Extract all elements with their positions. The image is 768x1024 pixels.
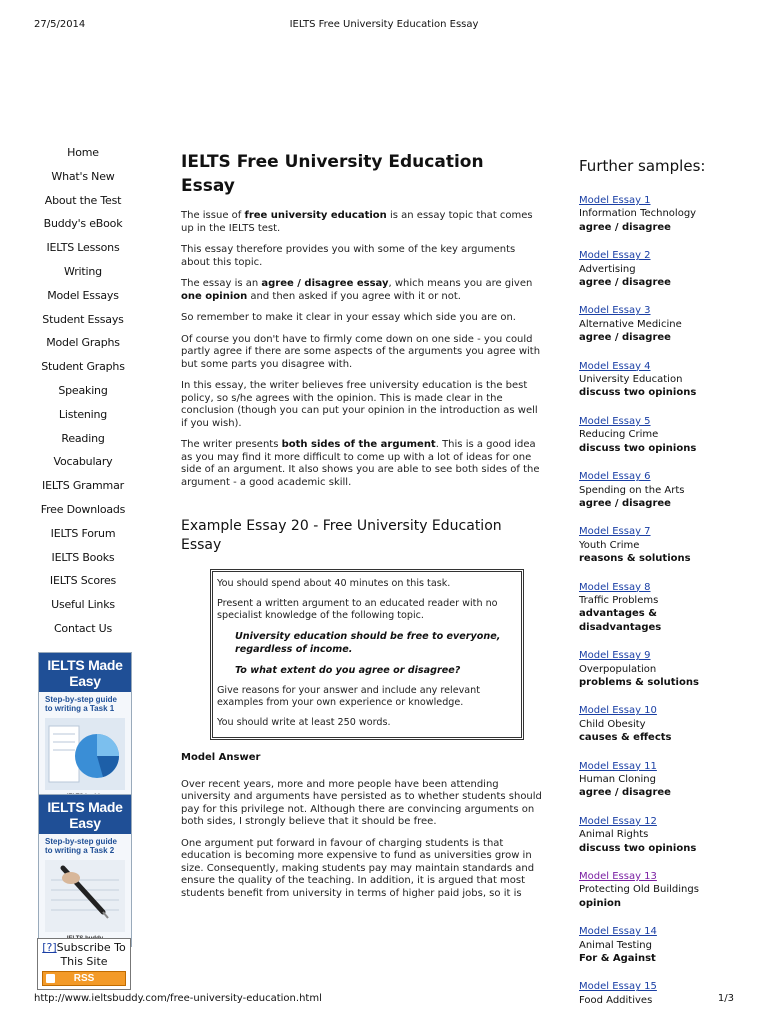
further-samples-sidebar [579,155,739,1022]
nav-item-ielts-forum[interactable]: IELTS Forum [50,526,116,540]
ebook-subtitle: Step-by-step guide to writing a Task 2 [45,837,118,855]
sample-type: opinion [579,897,621,909]
sample-type: agree / disagree [579,277,671,289]
intro-paragraph-4: So remember to make it clear in your essay which side you are on. [181,312,516,323]
sample-link[interactable]: Model Essay 9 [579,650,651,662]
sample-topic: Reducing Crime [579,429,659,441]
nav-item-contact-us[interactable]: Contact Us [53,621,113,635]
print-footer [0,993,768,1013]
sample-topic: University Education [579,374,683,386]
nav-item-speaking[interactable]: Speaking [58,383,108,397]
sample-entry [579,304,739,344]
sample-link[interactable]: Model Essay 11 [579,760,657,772]
sample-link[interactable]: Model Essay 7 [579,526,651,538]
task-intro: Present a written argument to an educated reader with no specialist knowledge of the following topic. [217,598,498,621]
sample-link[interactable]: Model Essay 14 [579,926,657,938]
sample-topic: Child Obesity [579,718,646,730]
left-nav [33,141,133,641]
nav-item-student-essays[interactable]: Student Essays [42,312,124,326]
sample-entry [579,704,739,744]
sample-topic: Human Cloning [579,774,656,785]
sample-entry [579,760,739,800]
intro-paragraph-1: The issue of free university education is an essay topic that comes up in the IELTS test. [181,210,533,234]
nav-item-buddys-ebook[interactable]: Buddy's eBook [43,217,123,231]
nav-item-model-graphs[interactable]: Model Graphs [46,336,120,350]
further-samples-heading: Further samples: [579,157,706,175]
sample-type: reasons & solutions [579,553,691,565]
task-question: To what extent do you agree or disagree? [235,665,461,676]
sample-link[interactable]: Model Essay 12 [579,815,657,827]
intro-paragraph-6: In this essay, the writer believes free university education is the best policy, so s/he agrees with the opinion. This is made clear in the conclusion (though you can put your opinion in the introduction as well if you wish). [181,380,538,429]
sample-topic: Overpopulation [579,663,657,675]
answer-paragraph-2: One argument put forward in favour of charging students is that education is becoming more expensive to fund as universities grow in size. Consequently, making students pay may maintain standards and ensure the quality of the teaching. In addition, it is argued that most students benefit from university in terms of higher paid jobs, so it is [181,837,535,899]
main-content [181,150,543,909]
intro-paragraph-7: The writer presents both sides of the argument. This is a good idea as you may find it more difficult to come up with a lot of ideas for one side of an argument. It also shows you are able to see both sides of the argument - a good academic skill. [181,439,540,488]
sample-link[interactable]: Model Essay 13 [579,871,657,883]
sample-type: advantages & disadvantages [579,608,662,633]
nav-item-ielts-grammar[interactable]: IELTS Grammar [42,479,124,493]
ebook-chart-illustration [45,718,125,790]
nav-item-ielts-books[interactable]: IELTS Books [51,550,115,564]
sample-type: agree / disagree [579,497,671,509]
print-page-count: 1/3 [717,993,734,1004]
nav-item-listening[interactable]: Listening [58,407,108,421]
sample-topic: Spending on the Arts [579,484,685,496]
sample-topic: Advertising [579,263,636,275]
intro-paragraph-5: Of course you don't have to firmly come down on one side - you could partly agree if there are some aspects of the arguments you agree with but some parts you disagree with. [181,333,541,370]
nav-item-free-downloads[interactable]: Free Downloads [40,502,126,516]
task-time: You should spend about 40 minutes on this task. [217,578,451,589]
sample-entry [579,470,739,510]
sample-link[interactable]: Model Essay 5 [579,415,651,427]
sample-entry [579,360,739,400]
sample-type: agree / disagree [579,221,671,233]
ebook-task1-cover[interactable] [38,652,132,805]
print-title: IELTS Free University Education Essay [289,19,479,30]
answer-paragraph-1: Over recent years, more and more people have been attending university and arguments have persisted as to whether students should pay for this privilege not. Although there are convincing arguments on both sides, I strongly believe that it should be free. [181,778,542,827]
nav-item-student-graphs[interactable]: Student Graphs [41,360,125,374]
nav-item-vocabulary[interactable]: Vocabulary [53,455,113,469]
ebook-pen-illustration [45,860,125,932]
model-answer-label: Model Answer [181,752,261,763]
sample-entry [579,581,739,635]
sample-link[interactable]: Model Essay 8 [579,581,651,593]
nav-item-ielts-lessons[interactable]: IELTS Lessons [46,241,120,255]
sample-type: discuss two opinions [579,842,697,854]
nav-item-whats-new[interactable]: What's New [51,169,115,183]
sample-topic: Information Technology [579,208,697,220]
sample-type: discuss two opinions [579,442,697,454]
nav-item-ielts-scores[interactable]: IELTS Scores [49,574,117,588]
sample-entry [579,649,739,689]
task-instructions: Give reasons for your answer and include any relevant examples from your own experience or knowledge. [217,685,480,708]
sample-topic: Alternative Medicine [579,318,682,330]
sample-type: For & Against [579,953,656,965]
intro-paragraph-3: The essay is an agree / disagree essay, which means you are given one opinion and then asked if you agree with it or not. [181,278,533,302]
ebook-task2-cover[interactable] [38,794,132,947]
page-title: IELTS Free University Education Essay [181,152,484,196]
task-length: You should write at least 250 words. [217,717,391,728]
print-url: http://www.ieltsbuddy.com/free-university-education.html [34,993,322,1004]
sample-entry [579,415,739,455]
intro-paragraph-2: This essay therefore provides you with some of the key arguments about this topic. [181,244,516,268]
subscribe-help-link[interactable]: [?] [42,941,57,954]
sample-type: causes & effects [579,732,672,744]
nav-item-useful-links[interactable]: Useful Links [51,598,115,612]
sample-entry [579,249,739,289]
sample-type: problems & solutions [579,676,699,688]
sample-type: agree / disagree [579,332,671,344]
nav-item-model-essays[interactable]: Model Essays [47,288,119,302]
sample-topic: Protecting Old Buildings [579,884,699,896]
nav-item-home[interactable]: Home [67,146,99,159]
nav-item-reading[interactable]: Reading [61,431,105,445]
sample-link[interactable]: Model Essay 6 [579,471,651,483]
sample-entry [579,815,739,855]
rss-label: RSS [73,973,95,984]
sample-link[interactable]: Model Essay 4 [579,360,651,372]
print-date: 27/5/2014 [34,19,86,30]
sample-link[interactable]: Model Essay 2 [579,250,651,262]
task-box [210,569,524,740]
sample-topic: Food Additives [579,994,653,1006]
sample-link[interactable]: Model Essay 3 [579,305,651,317]
nav-item-about-the-test[interactable]: About the Test [44,193,122,207]
rss-icon [46,974,55,983]
sample-topic: Animal Rights [579,829,649,841]
print-header [0,0,768,40]
sample-entry [579,194,739,234]
ebook-title: IELTS Made Easy [39,795,131,834]
sample-link[interactable]: Model Essay 15 [579,981,657,993]
subscribe-label: Subscribe To This Site [56,941,126,968]
sample-entry [579,925,739,965]
sample-entry [579,870,739,910]
subscribe-box [37,938,131,990]
sample-topic: Youth Crime [579,539,640,551]
task-statement: University education should be free to everyone, regardless of income. [235,631,501,655]
example-essay-title: Example Essay 20 - Free University Education Essay [181,518,502,553]
ebook-title: IELTS Made Easy [39,653,131,692]
ebook-subtitle: Step-by-step guide to writing a Task 1 [45,695,118,713]
sample-link[interactable]: Model Essay 10 [579,705,657,717]
sample-entry [579,525,739,565]
sample-type: discuss two opinions [579,387,697,399]
rss-button[interactable] [42,971,126,986]
sample-type: agree / disagree [579,787,671,799]
nav-item-writing[interactable]: Writing [64,264,102,278]
sample-link[interactable]: Model Essay 1 [579,195,651,206]
sample-topic: Animal Testing [579,939,652,951]
sample-topic: Traffic Problems [579,594,659,606]
